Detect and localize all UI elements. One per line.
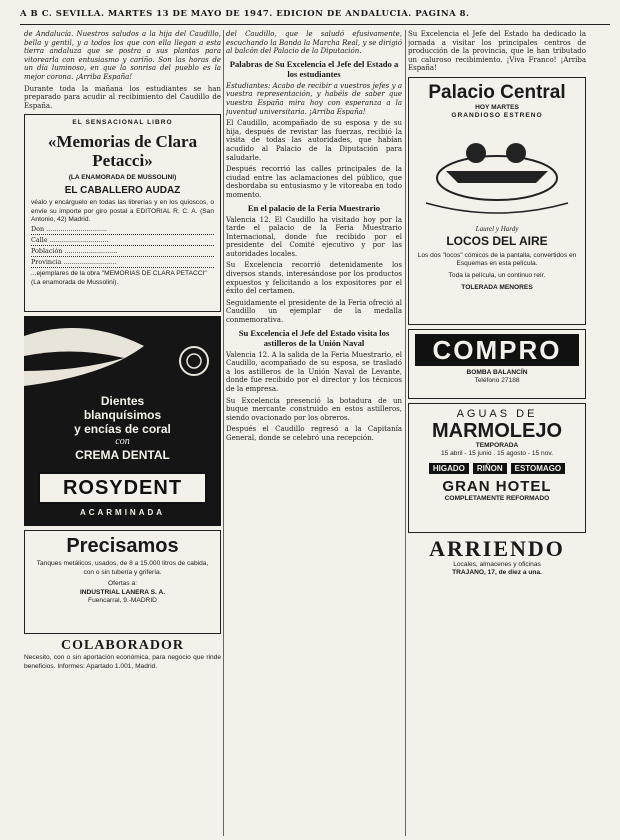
toothpaste-ad <box>24 316 221 526</box>
collab-ad-title: COLABORADOR <box>60 638 184 654</box>
toothpaste-line3: y encías de coral <box>74 422 171 437</box>
article2-paragraph: Valencia 12. El Caudillo ha visitado hoy por la tarde el palacio de la Feria Muestrario Internacional, donde fue recibido por el presidente del Comité ejecutivo y por las autoridades locales. <box>226 215 402 258</box>
spa-hotel: GRAN HOTEL <box>442 477 552 495</box>
toothpaste-line4: con <box>115 436 130 448</box>
book-ad-body: véalo y encárguelo en todas las librerías y en los quioscos, o envíe su importe por giro postal a EDITORIAL R. C. A. (San Antonio, 42) Madrid. <box>31 199 214 223</box>
intro-paragraph: Su Excelencia el Jefe del Estado ha dedicado la jornada a visitar los principales centros de producción de la provincia, que le han tributado un caluroso recibimiento. ¡Viva Franco! ¡Arriba España! <box>408 30 586 73</box>
page-header: A B C. SEVILLA. MARTES 13 DE MAYO DE 1947. EDICION DE ANDALUCIA. PAGINA 8. <box>20 6 610 25</box>
compro-ad <box>408 329 586 399</box>
toothpaste-line1: Dientes <box>100 394 145 409</box>
compro-line: BOMBA BALANCÍN <box>466 368 528 376</box>
article2-paragraph: Seguidamente el presidente de la Feria ofreció al Caudillo un ejemplar de la medalla conmemorativa. <box>226 298 402 325</box>
intro-paragraph: del Caudillo, que le saludó efusivamente, escuchando la Banda la Marcha Real, y se dirigió al balcón del Palacio de la Diputación. <box>226 30 402 56</box>
compro-phone: Teléfono 27188 <box>474 377 520 385</box>
character-icon <box>506 143 526 163</box>
book-ad-line: Don .............................. <box>31 225 214 235</box>
toothpaste-tagline: ACARMINADA <box>79 508 166 518</box>
article1-paragraph: El Caudillo, acompañado de su esposa y de su hija, después de revistar las fuerzas, recibió la visita de todas las autoridades, que habían acudido al Palacio de la Diputación para saludarle. <box>226 119 402 162</box>
book-ad-kicker: EL SENSACIONAL LIBRO <box>72 119 173 127</box>
wanted-ad-offers: Ofertas a: <box>108 580 137 588</box>
cinema-film: LOCOS DEL AIRE <box>446 233 548 248</box>
column-center <box>226 30 402 840</box>
toothpaste-line2: blanquísimos <box>83 408 162 423</box>
book-ad-author: EL CABALLERO AUDAZ <box>64 185 181 197</box>
book-ad-title: «Memorias de Clara Petacci» <box>47 131 198 170</box>
column-right <box>408 30 586 840</box>
toothpaste-line5: CREMA DENTAL <box>75 448 170 463</box>
wanted-ad-body: Tanques metálicos, usados, de 8 a 15.000 litros de cabida, con o sin tubería y grifería. <box>36 560 209 576</box>
spa-ad <box>408 403 586 533</box>
wanted-ad <box>24 530 221 634</box>
cinema-desc2: Toda la película, un continuo reír. <box>448 271 546 279</box>
book-ad <box>24 114 221 312</box>
column-rule-2 <box>405 30 406 836</box>
spa-hotel-sub: COMPLETAMENTE REFORMADO <box>444 494 550 502</box>
character-icon <box>466 143 486 163</box>
article1-paragraph: Después recorrió las calles principales de la ciudad entre las aclamaciones del público, que desbordaba su entusiasmo y le vitoreaba en todo momento. <box>226 165 402 199</box>
wanted-ad-address: Fuencarral, 9.-MADRID <box>88 596 157 604</box>
rose-icon <box>180 347 208 375</box>
intro-paragraph-2: Durante toda la mañana los estudiantes se han preparado para acudir al recibimiento del Caudillo de España. <box>24 84 221 110</box>
headline-students: Palabras de Su Excelencia el Jefe del Estado a los estudiantes <box>229 58 399 79</box>
cinema-ad <box>408 77 586 325</box>
wanted-ad-title: Precisamos <box>66 535 179 558</box>
cinema-premiere: GRANDIOSO ESTRENO <box>451 112 543 120</box>
cinema-today: HOY MARTES <box>475 103 519 111</box>
book-ad-line: Calle ............................. <box>31 236 214 246</box>
rent-ad <box>408 537 586 578</box>
rent-title: ARRIENDO <box>429 535 565 561</box>
article3-paragraph: Valencia 12. A la salida de la Feria Muestrario, el Caudillo, acompañado de su esposa, se trasladó a los astilleros de la Unión Naval de Levante, donde fue recibido por el director y los técnicos de la empresa. <box>226 350 402 393</box>
airplane-illustration <box>416 123 578 223</box>
headline-feria: En el palacio de la Feria Muestrario <box>247 202 381 213</box>
spa-tag: HIGADO <box>429 463 469 474</box>
spa-season: 15 abril - 15 junio . 15 agosto - 15 nov. <box>440 450 554 458</box>
compro-title: COMPRO <box>415 334 579 366</box>
article2-paragraph: Su Excelencia recorrió detenidamente los diversos stands, interesándose por los productos expuestos y felicitando a los expositores por el éxito del certamen. <box>226 261 402 296</box>
intro-paragraph-1: de Andalucía. Nuestros saludos a la hija del Caudillo, bella y gentil, y a todos los que con ella llegan a esta tierra andaluza que se postra a sus plantas para vitorearla con entusiasmo y cariño. Son las horas de un día luminoso, en que la sonrisa del pueblo es la mejor corona. ¡Arriba España! <box>24 30 221 81</box>
book-ad-footer: ...ejemplares de la obra "MEMORIAS DE CLARA PETACCI" (La enamorada de Mussolini). <box>31 270 207 286</box>
spa-tag: RIÑON <box>473 463 507 474</box>
collab-ad <box>24 638 221 671</box>
spa-kicker: AGUAS DE <box>456 407 538 420</box>
wanted-ad-company: INDUSTRIAL LANERA S. A. <box>79 588 166 596</box>
book-ad-line: Provincia .......................... <box>31 258 214 268</box>
book-ad-line: Población .......................... <box>31 247 214 257</box>
cinema-stars: Laurel y Hardy <box>475 224 519 233</box>
book-ad-subtitle: (LA ENAMORADA DE MUSSOLINI) <box>68 173 177 181</box>
collab-ad-body: Necesito, con o sin aportación económica, para negocio que rinde beneficios. Informes: Apartado 1.001, Madrid. <box>24 654 221 670</box>
rent-line2: TRAJANO, 17, de diez a una. <box>452 569 542 577</box>
column-left <box>24 30 221 840</box>
rosydent-logo: ROSYDENT <box>38 472 207 504</box>
cinema-title: Palacio Central <box>428 81 566 103</box>
headline-union-naval: Su Excelencia el Jefe del Estado visita los astilleros de la Unión Naval <box>238 327 390 348</box>
cinema-desc: Los dos "locos" cómicos de la pantalla, convertidos en Esquemas en esta película. <box>417 251 577 268</box>
spa-title: MARMOLEJO <box>432 419 562 442</box>
article1-paragraph: Estudiantes: Acabo de recibir a vuestros jefes y a vuestra representación, y habéis de saber que vuestra España mira hoy con esperanza a la juventud universitaria. ¡Arriba España! <box>226 81 402 116</box>
article3-paragraph: Después el Caudillo regresó a la Capitanía General, donde se celebró una recepción. <box>226 425 402 442</box>
rent-line1: Locales, almacenes y oficinas <box>453 560 541 568</box>
column-rule-1 <box>223 30 224 836</box>
spa-tag: ESTOMAGO <box>511 463 566 474</box>
cinema-rating: TOLERADA MENORES <box>461 284 533 291</box>
article3-paragraph: Su Excelencia presenció la botadura de un buque mercante construido en estos astilleros, siendo ovacionado por los obreros. <box>226 396 402 422</box>
spa-season-label: TEMPORADA <box>475 441 519 449</box>
